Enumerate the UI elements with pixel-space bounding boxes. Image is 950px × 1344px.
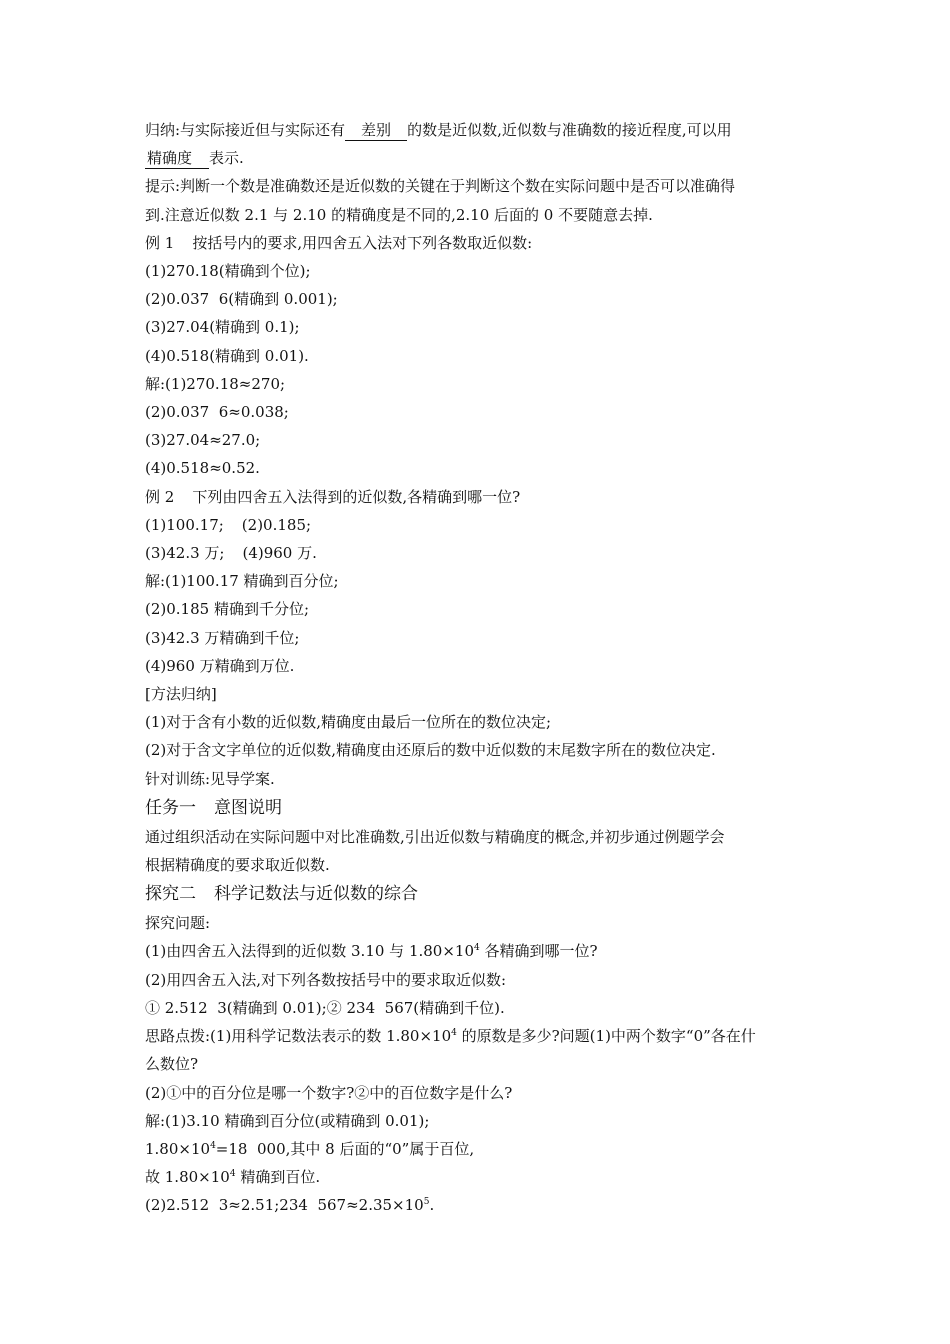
explore-question-2-items: ① 2.512 3(精确到 0.01);② 234 567(精确到千位).	[145, 998, 505, 1017]
text: 故 1.80×10	[145, 1168, 230, 1187]
hint-line-2: 到.注意近似数 2.1 与 2.10 的精确度是不同的,2.10 后面的 0 不要随意去掉.	[145, 205, 653, 224]
example-2-a1: 解:(1)100.17 精确到百分位;	[145, 572, 339, 591]
text: 的原数是多少?问题(1)中两个数字“0”各在什	[456, 1027, 756, 1046]
example-1-q3: (3)27.04(精确到 0.1);	[145, 318, 300, 337]
method-point-1: (1)对于含有小数的近似数,精确度由最后一位所在的数位决定;	[145, 713, 552, 732]
example-2-q-row-1	[145, 511, 815, 539]
example-1-q1: (1)270.18(精确到个位);	[145, 262, 311, 281]
text: 1.80×10	[145, 1139, 211, 1158]
example-1-title	[145, 229, 815, 257]
text: =18 000,其中 8 后面的“0”属于百位,	[215, 1139, 475, 1158]
exponent: 5	[423, 1197, 430, 1208]
explore-2-heading	[145, 879, 815, 909]
explore-question-2: (2)用四舍五入法,对下列各数按括号中的要求取近似数:	[145, 970, 507, 989]
summary-text: 表示.	[209, 149, 244, 168]
example-label: 例 1	[145, 233, 175, 252]
solution-line-2	[145, 1135, 815, 1163]
example-2-q2: (2)0.185;	[241, 515, 312, 534]
hint-line-1: 提示:判断一个数是准确数还是近似数的关键在于判断这个数在实际问题中是否可以准确得	[145, 177, 736, 196]
exponent: 4	[451, 1028, 457, 1039]
example-2-a3: (3)42.3 万精确到千位;	[145, 628, 300, 647]
example-2-q3: (3)42.3 万;	[145, 544, 225, 563]
example-2-q4: (4)960 万.	[242, 544, 317, 563]
task-heading	[145, 793, 815, 823]
method-point-2: (2)对于含文字单位的近似数,精确度由还原后的数中近似数的末尾数字所在的数位决定.	[145, 741, 716, 760]
summary-line-1	[145, 116, 815, 144]
task-line-1: 通过组织活动在实际问题中对比准确数,引出近似数与精确度的概念,并初步通过例题学会	[145, 827, 725, 846]
example-1-a3: (3)27.04≈27.0;	[145, 431, 261, 450]
explore-title: 科学记数法与近似数的综合	[214, 884, 418, 905]
example-question: 按括号内的要求,用四舍五入法对下列各数取近似数:	[192, 233, 533, 252]
text: (1)由四舍五入法得到的近似数 3.10 与 1.80×10	[145, 942, 475, 961]
solution-line-4	[145, 1191, 815, 1219]
text: 各精确到哪一位?	[479, 942, 598, 961]
explore-question-label: 探究问题:	[145, 914, 211, 933]
solution-line-1: 解:(1)3.10 精确到百分位(或精确到 0.01);	[145, 1111, 430, 1130]
text: 精确到百位.	[235, 1168, 321, 1187]
example-1-q4: (4)0.518(精确到 0.01).	[145, 346, 309, 365]
hint-tip-line-1	[145, 1022, 815, 1050]
exponent: 4	[229, 1169, 236, 1180]
example-1-a1: 解:(1)270.18≈270;	[145, 374, 286, 393]
example-label: 例 2	[145, 487, 175, 506]
example-1-q2: (2)0.037 6(精确到 0.001);	[145, 290, 338, 309]
task-label: 任务一	[145, 797, 196, 818]
summary-text: 的数是近似数,近似数与准确数的接近程度,可以用	[407, 121, 732, 139]
answer-blank-difference: 差别	[345, 120, 407, 141]
hint-tip-line-3: (2)①中的百分位是哪一个数字?②中的百位数字是什么?	[145, 1083, 513, 1102]
text: (2)2.512 3≈2.51;234 567≈2.35×10	[145, 1196, 424, 1215]
task-title: 意图说明	[214, 797, 282, 818]
example-1-a2: (2)0.037 6≈0.038;	[145, 403, 289, 422]
task-line-2: 根据精确度的要求取近似数.	[145, 856, 330, 875]
summary-line-2	[145, 144, 815, 172]
example-2-q1: (1)100.17;	[145, 515, 224, 534]
example-2-a2: (2)0.185 精确到千分位;	[145, 600, 310, 619]
explore-label: 探究二	[145, 884, 196, 905]
solution-line-3	[145, 1163, 815, 1191]
example-1-a4: (4)0.518≈0.52.	[145, 459, 260, 478]
exponent: 4	[474, 943, 480, 954]
document-page	[145, 116, 815, 1220]
exponent: 4	[210, 1140, 216, 1151]
text: .	[429, 1196, 435, 1215]
summary-text: 归纳:与实际接近但与实际还有	[145, 121, 346, 139]
method-title: [方法归纳]	[145, 685, 217, 704]
example-question: 下列由四舍五入法得到的近似数,各精确到哪一位?	[192, 487, 521, 506]
explore-question-1	[145, 937, 815, 965]
example-2-q-row-2	[145, 539, 815, 567]
hint-tip-line-2: 么数位?	[145, 1055, 199, 1074]
example-2-title	[145, 483, 815, 511]
practice-note: 针对训练:见导学案.	[145, 769, 275, 788]
example-2-a4: (4)960 万精确到万位.	[145, 656, 295, 675]
answer-blank-precision: 精确度	[145, 148, 209, 169]
text: 思路点拨:(1)用科学记数法表示的数 1.80×10	[145, 1027, 452, 1046]
